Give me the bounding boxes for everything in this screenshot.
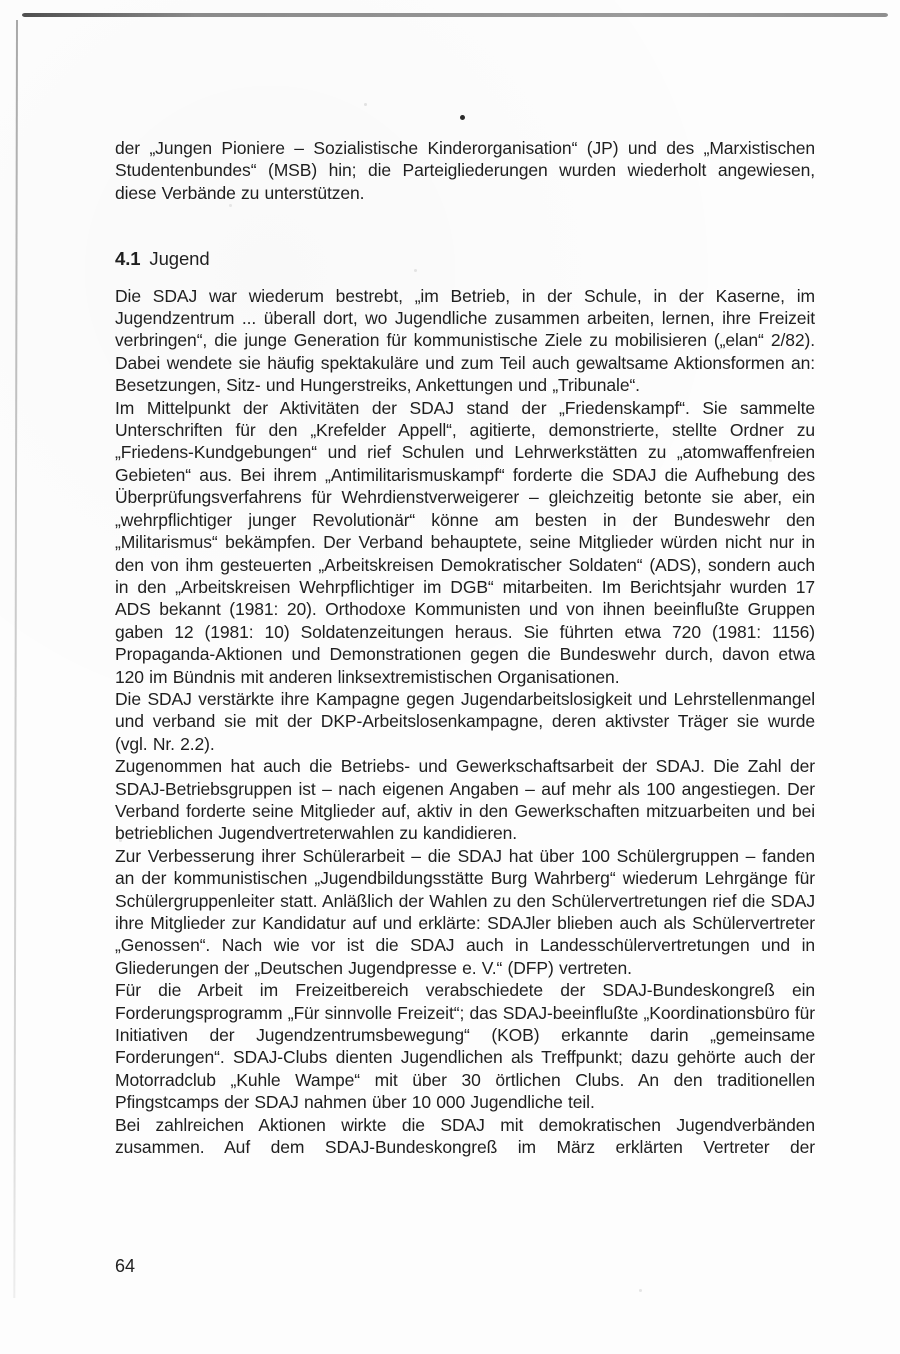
text-column	[115, 137, 815, 1158]
scan-edge-left-line	[13, 20, 18, 1298]
section-heading	[115, 248, 815, 270]
scan-noise-speckles	[0, 0, 1, 1]
paragraph-jugendarbeitslosigkeit: Die SDAJ verstärkte ihre Kampagne gegen Jugendarbeitslosigkeit und Lehrstellenmangel und verband sie mit der DKP-Arbeitslosenkampagne, deren aktivster Träger sie wurde (vgl. Nr. 2.2).	[115, 688, 815, 754]
paragraph-friedenskampf: Im Mittelpunkt der Aktivitäten der SDAJ stand der „Friedenskampf“. Sie sammelte Unterschriften für den „Krefelder Appell“, agitierte, demonstrierte, stellte Ordner zu „Friedens-Kundgebungen“ und rief Schulen und Lehrwerkstätten zu „atomwaffenfreien Gebieten“ aus. Bei ihrem „Antimilitarismuskampf“ forderte die SDAJ die Aufhebung des Überprüfungsverfahrens für Wehrdienstverweigerer – gleichzeitig betonte sie aber, ein „wehrpflichtiger junger Revolutionär“ könne am besten in der Bundeswehr den „Militarismus“ bekämpfen. Der Verband behauptete, seine Mitglieder würden nicht nur in den von ihm gesteuerten „Arbeitskreisen Demokratischer Soldaten“ (ADS), sondern auch in den „Arbeitskreisen Wehrpflichtiger im DGB“ mitarbeiten. Im Berichtsjahr wurden 17 ADS bekannt (1981: 20). Orthodoxe Kommunisten und von ihnen beeinflußte Gruppen gaben 12 (1981: 10) Soldatenzeitungen heraus. Sie führten etwa 720 (1981: 1156) Propaganda-Aktionen und Demonstrationen gegen die Bundeswehr durch, davon etwa 120 im Bündnis mit anderen linksextremistischen Organisationen.	[115, 397, 815, 687]
scan-edge-top-line	[22, 13, 888, 17]
printers-mark-dot	[460, 115, 465, 120]
paragraph-sdaj-overview: Die SDAJ war wiederum bestrebt, „im Betrieb, in der Schule, in der Kaserne, im Jugendzentrum ... überall dort, wo Jugendliche zusammen arbeiten, lernen, ihre Freizeit verbringen“, die junge Generation für kommunistische Ziele zu mobilisieren („elan“ 2/82). Dabei wendete sie häufig spektakuläre und zum Teil auch gewaltsame Aktionsformen an: Besetzungen, Sitz- und Hungerstreiks, Ankettungen und „Tribunale“.	[115, 285, 815, 396]
paragraph-continuation: der „Jungen Pioniere – Sozialistische Kinderorganisation“ (JP) und des „Marxistischen Studentenbundes“ (MSB) hin; die Parteigliederungen wurden wiederholt angewiesen, diese Verbände zu unterstützen.	[115, 138, 815, 203]
paragraph-betriebsarbeit: Zugenommen hat auch die Betriebs- und Gewerkschaftsarbeit der SDAJ. Die Zahl der SDAJ-Betriebsgruppen ist – nach eigenen Angaben – auf mehr als 100 angestiegen. Der Verband forderte seine Mitglieder auf, aktiv in den Gewerkschaften mitzuarbeiten und bei betrieblichen Jugendvertreterwahlen zu kandidieren.	[115, 756, 815, 844]
page-number: 64	[115, 1256, 136, 1276]
paragraph-freizeitbereich: Für die Arbeit im Freizeitbereich verabschiedete der SDAJ-Bundeskongreß ein Forderungsprogramm „Für sinnvolle Freizeit“; das SDAJ-beeinflußte „Koordinationsbüro für Initiativen der Jugendzentrumsbewegung“ (KOB) erkannte darin „gemeinsame Forderungen“. SDAJ-Clubs dienten Jugendlichen als Treffpunkt; dazu gehörte auch der Motorradclub „Kuhle Wampe“ mit über 30 örtlichen Clubs. An den traditionellen Pfingstcamps der SDAJ nahmen über 10 000 Jugendliche teil.	[115, 980, 815, 1113]
paragraph-aktionen: Bei zahlreichen Aktionen wirkte die SDAJ mit demokratischen Jugendverbänden zusammen. Auf dem SDAJ-Bundeskongreß im März erklärten Vertreter der	[115, 1114, 815, 1158]
section-title: Jugend	[149, 248, 210, 270]
section-number: 4.1	[115, 248, 141, 270]
paragraph-schuelerarbeit: Zur Verbesserung ihrer Schülerarbeit – die SDAJ hat über 100 Schülergruppen – fanden an der kommunistischen „Jugendbildungsstätte Burg Wahrberg“ wiederum Lehrgänge für Schülergruppenleiter statt. Anläßlich der Wahlen zu den Schülervertretungen rief die SDAJ ihre Mitglieder zur Kandidatur auf und erklärte: SDAJler blieben auch als Schülervertreter „Genossen“. Nach wie vor ist die SDAJ auch in Landesschülervertretungen und in Gliederungen der „Deutschen Jugendpresse e. V.“ (DFP) vertreten.	[115, 845, 815, 978]
